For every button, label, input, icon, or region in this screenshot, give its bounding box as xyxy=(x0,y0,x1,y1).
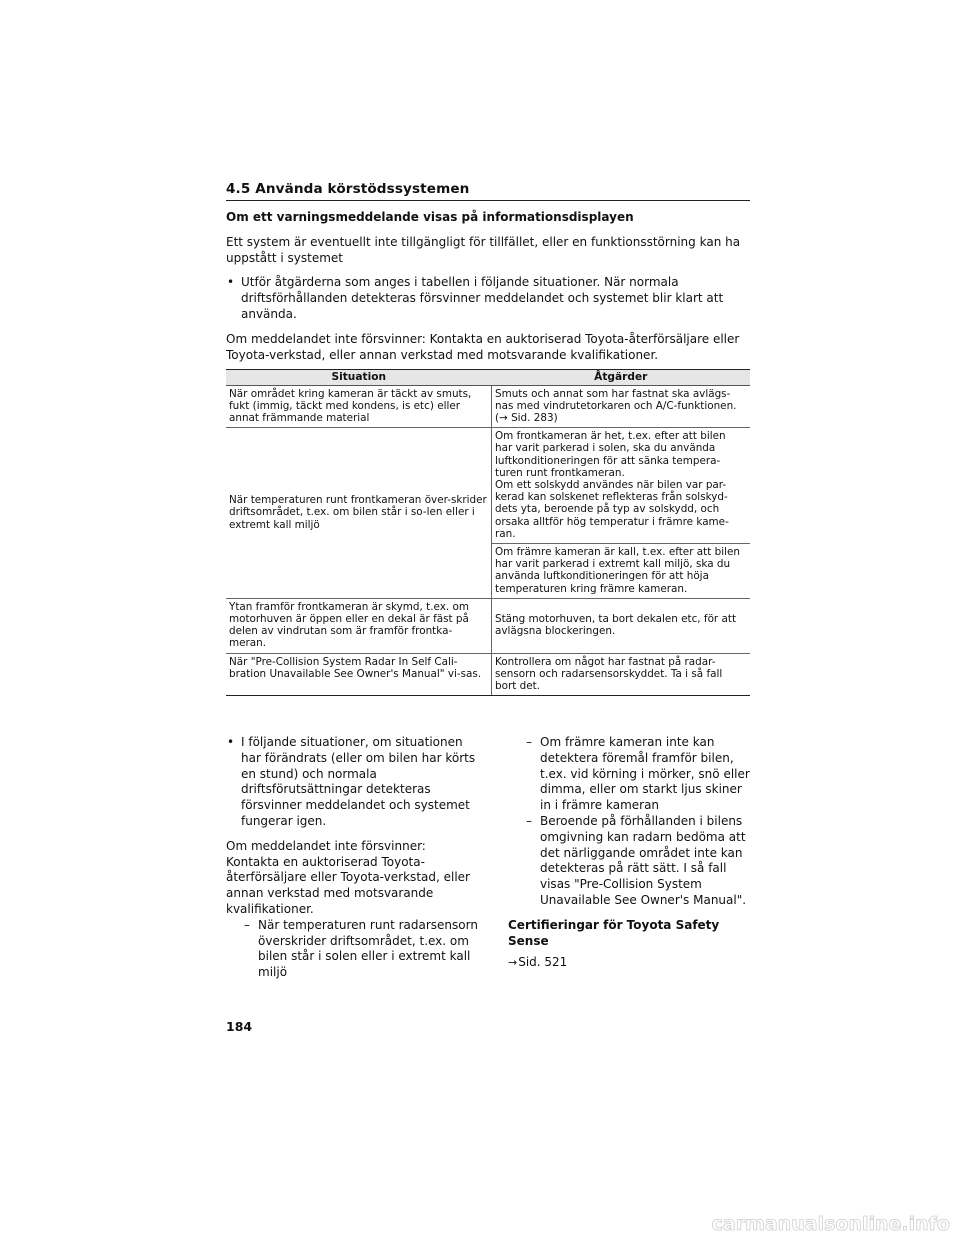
warning-contact: Om meddelandet inte försvinner: Kontakta en auktoriserad Toyota-återförsäljare eller Toyota-verkstad, eller annan verkstad med motsvarande kvalifikationer. xyxy=(226,331,740,362)
table-cell-situation: När området kring kameran är täckt av smuts, fukt (immig, täckt med kondens, is etc) eller annat främmande material xyxy=(226,385,492,428)
table-row xyxy=(226,598,750,653)
page-reference-text: Sid. 521 xyxy=(518,955,568,970)
right-dash-text: Om främre kameran inte kan detektera föremål framför bilen, t.ex. vid körning i mörker, snö eller dimma, eller om starkt ljus skiner in i främre kameran xyxy=(540,735,750,813)
right-dash-item xyxy=(508,735,750,814)
warning-section xyxy=(226,210,750,696)
table-cell-action: Om främre kameran är kall, t.ex. efter att bilen har varit parkerad i extremt kall miljö, ska du använda luftkonditioneringen för att höja temperaturen kring främre kameran. xyxy=(492,544,751,599)
left-bullet-text: I följande situationer, om situationen har förändrats (eller om bilen har körts en stund) och normala driftsförutsättningar detekteras försvinner meddelandet och systemet fungerar igen. xyxy=(241,735,476,828)
table-cell-situation: När temperaturen runt frontkameran över-skrider driftsområdet, t.ex. om bilen står i so-len eller i extremt kall miljö xyxy=(226,428,492,599)
right-column xyxy=(508,735,750,981)
page-number: 184 xyxy=(226,1019,253,1034)
two-column-section xyxy=(226,735,750,981)
section-title: 4.5 Använda körstödssystemen xyxy=(226,181,470,197)
dash-marker: – xyxy=(526,735,532,749)
table-row xyxy=(226,385,750,428)
column-header-actions: Åtgärder xyxy=(492,370,751,385)
cert-heading: Certifieringar för Toyota Safety Sense xyxy=(508,917,720,948)
bullet-marker: • xyxy=(227,735,235,749)
table-row xyxy=(226,428,750,544)
warning-heading: Om ett varningsmeddelande visas på informationsdisplayen xyxy=(226,210,634,224)
watermark-logo xyxy=(662,1210,952,1236)
arrow-right-icon: → xyxy=(508,956,518,970)
right-dash-item xyxy=(508,814,750,909)
left-dash-text: När temperaturen runt radarsensorn överskrider driftsområdet, t.ex. om bilen står i solen eller i extremt kall miljö xyxy=(258,917,478,980)
table-cell-action: Stäng motorhuven, ta bort dekalen etc, för att avlägsna blockeringen. xyxy=(492,598,751,653)
table-header-row xyxy=(226,370,750,385)
right-dash-text: Beroende på förhållanden i bilens omgivning kan radarn bedöma att det närliggande området inte kan detekteras på rätt sätt. I så fall visas "Pre-Collision System Unavailable See Owner's Manual". xyxy=(540,813,747,907)
situation-table xyxy=(226,369,750,696)
table-cell-action xyxy=(492,428,751,544)
action-text: Om ett solskydd användes när bilen var par-kerad kan solskenet reflekteras från solskyd-dets yta, beroende på typ av solskydd, och orsaka alltför hög temperatur i främre kame-ran. xyxy=(495,479,729,540)
table-cell-situation: Ytan framför frontkameran är skymd, t.ex. om motorhuven är öppen eller en dekal är fäst på delen av vindrutan som är framför frontka-meran. xyxy=(226,598,492,653)
warning-intro: Ett system är eventuellt inte tillgängligt för tillfället, eller en funktionsstörning kan ha uppstått i systemet xyxy=(226,234,741,265)
left-column xyxy=(226,735,480,981)
table-cell-action: Kontrollera om något har fastnat på radar-sensorn och radarsensorskyddet. Ta i så fall bort det. xyxy=(492,653,751,696)
watermark-text: carmanualsonline.info xyxy=(711,1213,950,1235)
left-contact: Om meddelandet inte försvinner: Kontakta en auktoriserad Toyota-återförsäljare eller Toyota-verkstad, eller annan verkstad med motsvarande kvalifikationer. xyxy=(226,838,470,916)
dash-marker: – xyxy=(526,813,532,828)
warning-bullet-text: Utför åtgärderna som anges i tabellen i följande situationer. När normala driftsförhållanden detekteras försvinner meddelandet och systemet blir klart att använda. xyxy=(241,275,724,321)
dash-marker: – xyxy=(244,917,250,932)
column-header-situation: Situation xyxy=(226,370,492,385)
left-dash-item xyxy=(226,918,480,981)
table-cell-action: Smuts och annat som har fastnat ska avlägs-nas med vindrutetorkaren och A/C-funktionen. (→ Sid. 283) xyxy=(492,385,751,428)
warning-bullet xyxy=(226,275,750,322)
table-row xyxy=(226,653,750,696)
section-header xyxy=(226,178,750,201)
left-bullet xyxy=(226,735,480,830)
table-cell-situation: När "Pre-Collision System Radar In Self Cali-bration Unavailable See Owner's Manual" vi-sas. xyxy=(226,653,492,696)
page-reference-link[interactable] xyxy=(508,955,750,971)
action-text: Om frontkameran är het, t.ex. efter att bilen har varit parkerad i solen, ska du använda luftkonditioneringen för att sänka tempera-turen runt frontkameran. xyxy=(495,430,726,479)
bullet-marker: • xyxy=(227,275,235,290)
